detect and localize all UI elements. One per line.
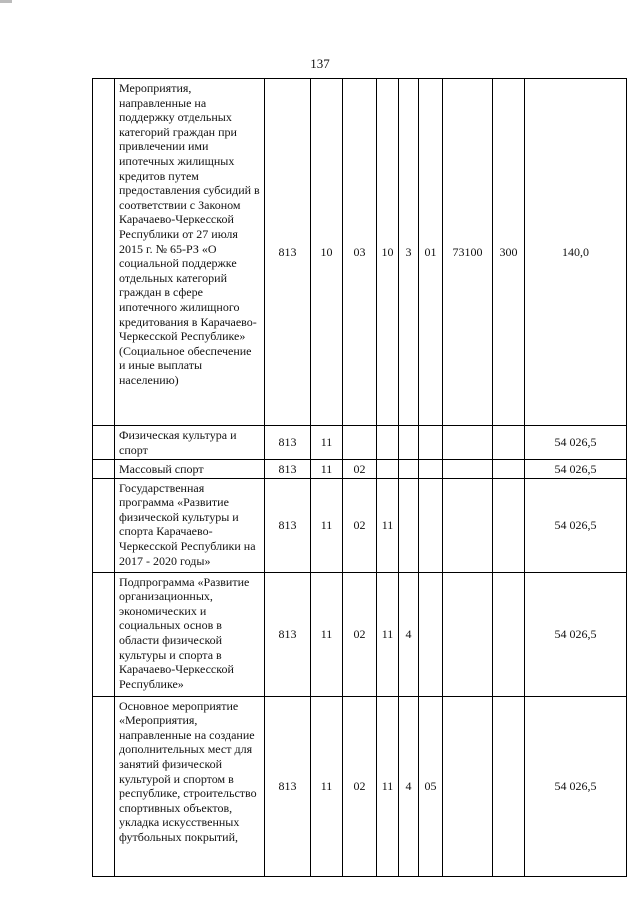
pr-cell: 03 (343, 79, 377, 426)
rz-cell: 11 (311, 696, 343, 876)
pr-cell (343, 426, 377, 460)
empty-cell (93, 478, 115, 572)
ved-cell: 813 (265, 478, 311, 572)
ved-cell: 813 (265, 572, 311, 696)
direction-cell (443, 478, 493, 572)
row-name-cell: Государственная программа «Развитие физической культуры и спорта Карачаево-Черкесской Республики на 2017 - 2020 годы» (115, 478, 265, 572)
sum-cell: 54 026,5 (525, 478, 627, 572)
sum-cell: 54 026,5 (525, 696, 627, 876)
rz-cell: 11 (311, 478, 343, 572)
event-cell (419, 572, 443, 696)
row-name-cell: Основное мероприятие «Мероприятия, направленные на создание дополнительных мест для занятий физической культурой и спортом в республике, строительство спортивных объектов, укладка искусственных футбольных покрытий, (115, 696, 265, 876)
table-row (93, 426, 627, 460)
sub-cell (399, 426, 419, 460)
pr-cell: 02 (343, 478, 377, 572)
empty-cell (93, 79, 115, 426)
table-row (93, 696, 627, 876)
sub-cell: 4 (399, 572, 419, 696)
ved-cell: 813 (265, 696, 311, 876)
sub-cell (399, 460, 419, 479)
vr-cell (493, 426, 525, 460)
direction-cell (443, 460, 493, 479)
direction-cell (443, 696, 493, 876)
scan-edge-mark (0, 0, 12, 3)
pr-cell: 02 (343, 460, 377, 479)
sum-cell: 54 026,5 (525, 426, 627, 460)
event-cell (419, 478, 443, 572)
row-name-cell: Массовый спорт (115, 460, 265, 479)
pr-cell: 02 (343, 572, 377, 696)
table-row (93, 460, 627, 479)
ved-cell: 813 (265, 79, 311, 426)
empty-cell (93, 426, 115, 460)
pr-cell: 02 (343, 696, 377, 876)
empty-cell (93, 572, 115, 696)
empty-cell (93, 460, 115, 479)
empty-cell (93, 696, 115, 876)
prog-cell: 11 (377, 696, 399, 876)
event-cell: 05 (419, 696, 443, 876)
event-cell (419, 426, 443, 460)
prog-cell: 10 (377, 79, 399, 426)
ved-cell: 813 (265, 460, 311, 479)
event-cell: 01 (419, 79, 443, 426)
vr-cell (493, 460, 525, 479)
vr-cell (493, 478, 525, 572)
budget-table (92, 78, 627, 877)
prog-cell: 11 (377, 572, 399, 696)
sum-cell: 54 026,5 (525, 572, 627, 696)
row-name-cell: Подпрограмма «Развитие организационных, экономических и социальных основ в области физической культуры и спорта в Карачаево-Черкесской Республике» (115, 572, 265, 696)
sub-cell: 4 (399, 696, 419, 876)
prog-cell (377, 426, 399, 460)
direction-cell (443, 426, 493, 460)
table-row (93, 572, 627, 696)
prog-cell: 11 (377, 478, 399, 572)
page-number: 137 (310, 56, 330, 71)
vr-cell (493, 572, 525, 696)
sum-cell: 140,0 (525, 79, 627, 426)
sub-cell (399, 478, 419, 572)
rz-cell: 11 (311, 460, 343, 479)
prog-cell (377, 460, 399, 479)
sum-cell: 54 026,5 (525, 460, 627, 479)
sub-cell: 3 (399, 79, 419, 426)
rz-cell: 11 (311, 572, 343, 696)
rz-cell: 10 (311, 79, 343, 426)
event-cell (419, 460, 443, 479)
row-name-cell: Физическая культура и спорт (115, 426, 265, 460)
vr-cell (493, 696, 525, 876)
row-name-cell: Мероприятия, направленные на поддержку отдельных категорий граждан при привлечении ими ипотечных жилищных кредитов путем предоставления субсидий в соответствии с Законом Карачаево-Черкесской Республики от 27 июля 2015 г. № 65-РЗ «О социальной поддержке отдельных категорий граждан в сфере ипотечного жилищного кредитования в Карачаево-Черкесской Республике» (Социальное обеспечение и иные выплаты населению) (115, 79, 265, 426)
ved-cell: 813 (265, 426, 311, 460)
vr-cell: 300 (493, 79, 525, 426)
direction-cell (443, 572, 493, 696)
table-row (93, 79, 627, 426)
rz-cell: 11 (311, 426, 343, 460)
direction-cell: 73100 (443, 79, 493, 426)
table-row (93, 478, 627, 572)
